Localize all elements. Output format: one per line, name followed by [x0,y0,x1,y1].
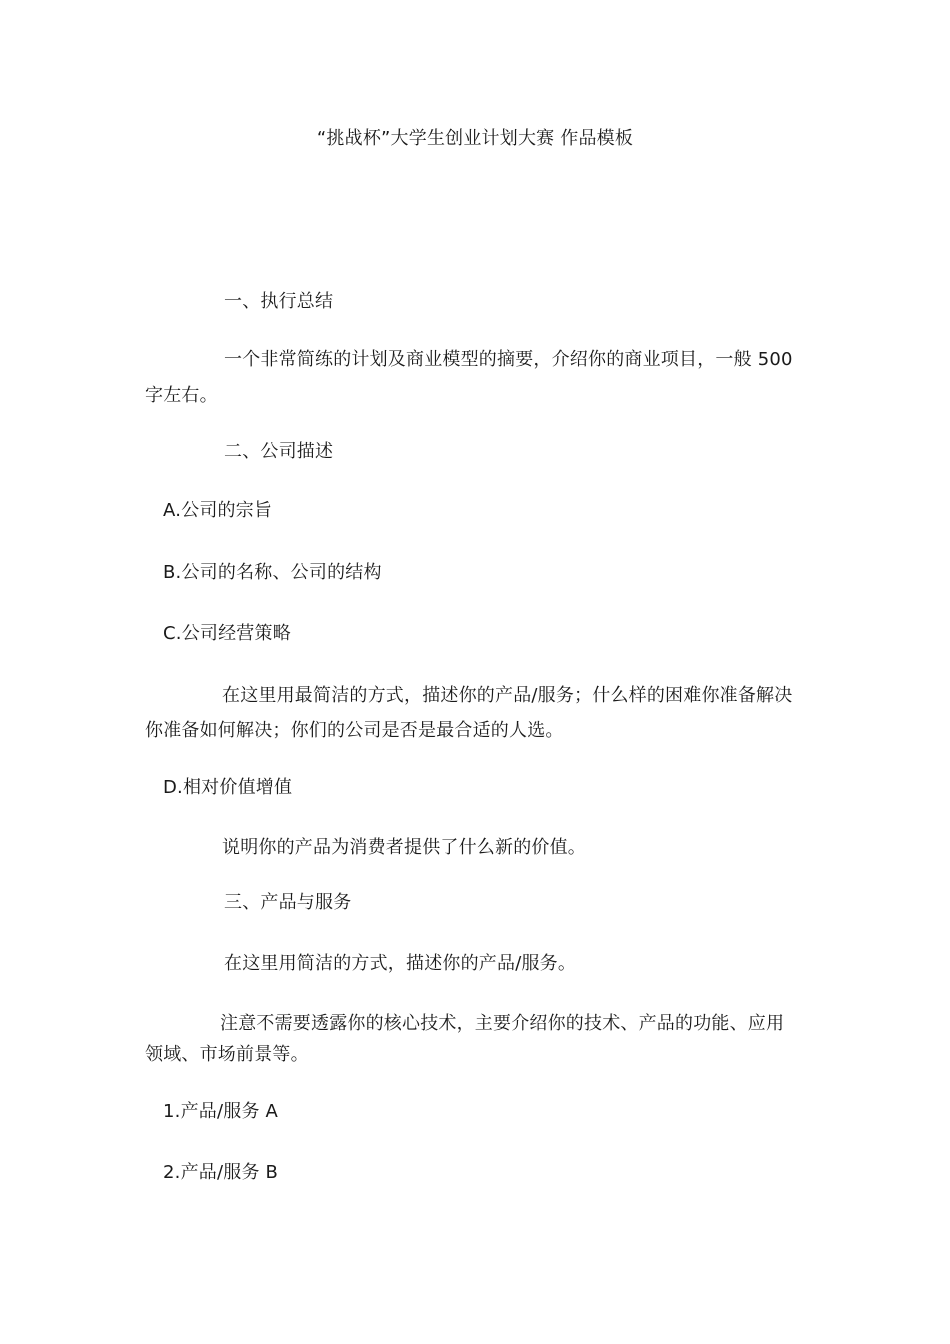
list-item-company-name-structure: B.公司的名称、公司的结构 [163,562,382,583]
paragraph-line: 字左右。 [145,385,218,406]
paragraph-line: 一个非常简练的计划及商业模型的摘要，介绍你的商业项目，一般 500 [224,349,793,370]
paragraph-line: 在这里用最简洁的方式，描述你的产品/服务；什么样的困难你准备解决 [222,685,793,706]
list-item-product-a: 1.产品/服务 A [163,1101,279,1122]
list-item-business-strategy: C.公司经营策略 [163,623,291,644]
paragraph-line: 说明你的产品为消费者提供了什么新的价值。 [222,837,586,858]
section-heading-company-description: 二、公司描述 [224,441,334,462]
section-heading-products-services: 三、产品与服务 [224,892,352,913]
section-heading-executive-summary: 一、执行总结 [224,291,334,312]
list-item-product-b: 2.产品/服务 B [163,1162,279,1183]
list-item-company-purpose: A.公司的宗旨 [163,500,273,521]
paragraph-line: 在这里用简洁的方式，描述你的产品/服务。 [224,953,577,974]
paragraph-line: 领域、市场前景等。 [145,1044,309,1065]
list-item-relative-value: D.相对价值增值 [163,777,293,798]
paragraph-line: 你准备如何解决；你们的公司是否是最合适的人选。 [145,720,564,741]
document-title: “挑战杯”大学生创业计划大赛 作品模板 [316,128,634,149]
paragraph-line: 注意不需要透露你的核心技术，主要介绍你的技术、产品的功能、应用 [220,1013,785,1034]
